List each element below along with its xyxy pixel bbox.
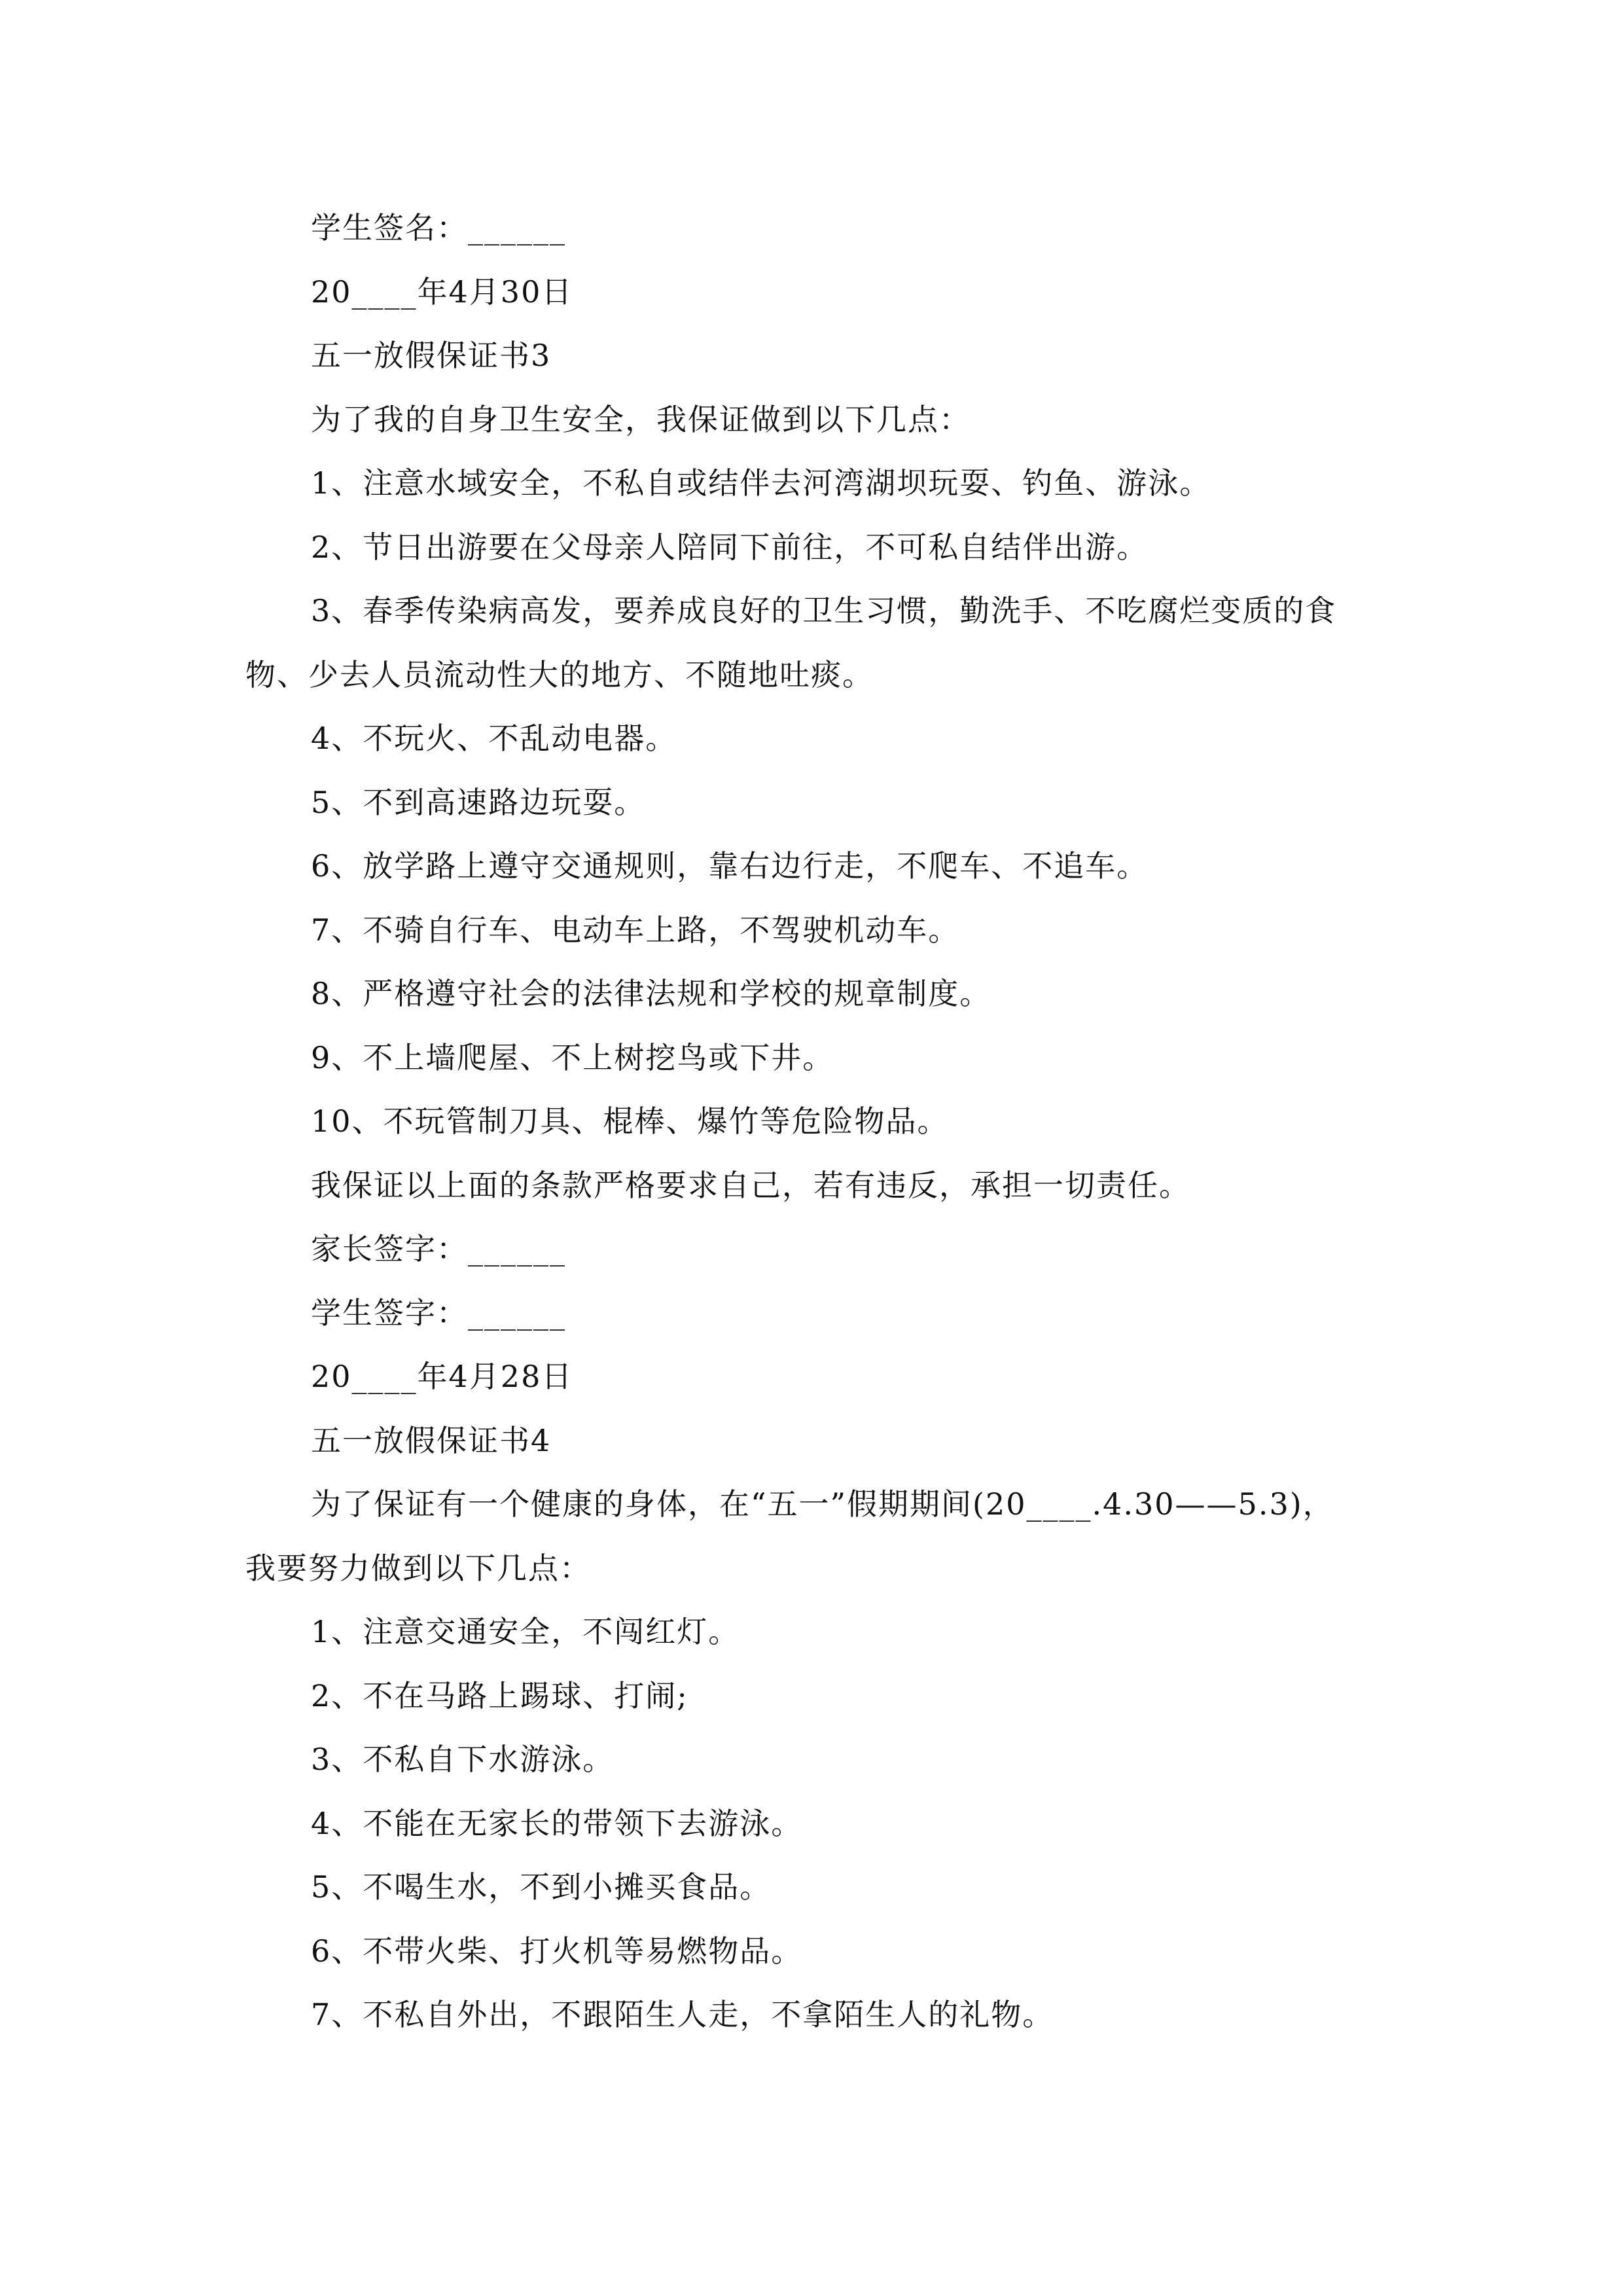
parent-signature-line: 家长签字：______: [311, 1231, 566, 1266]
list-item: 9、不上墙爬屋、不上树挖鸟或下井。: [311, 1039, 834, 1075]
list-item: 2、节日出游要在父母亲人陪同下前往，不可私自结伴出游。: [311, 529, 1149, 565]
pledge-statement: 我保证以上面的条款严格要求自己，若有违反，承担一切责任。: [311, 1167, 1190, 1203]
list-item: 7、不骑自行车、电动车上路，不驾驶机动车。: [311, 912, 960, 948]
date-line: 20____年4月28日: [311, 1359, 573, 1394]
list-item: 6、不带火柴、打火机等易燃物品。: [311, 1933, 803, 1969]
list-item: 7、不私自外出，不跟陌生人走，不拿陌生人的礼物。: [311, 1997, 1054, 2032]
document-body: [245, 196, 1397, 2047]
list-item: 5、不喝生水，不到小摊买食品。: [311, 1869, 772, 1905]
list-item: 4、不玩火、不乱动电器。: [311, 721, 677, 756]
list-item: 1、注意交通安全，不闯红灯。: [311, 1614, 740, 1649]
section-title: 五一放假保证书3: [311, 338, 552, 373]
intro-paragraph: 为了保证有一个健康的身体，在“五一”假期期间(20____.4.30——5.3)，: [311, 1486, 1334, 1522]
intro-paragraph: 为了我的自身卫生安全，我保证做到以下几点：: [311, 401, 971, 437]
list-item: 1、注意水域安全，不私自或结伴去河湾湖坝玩耍、钓鱼、游泳。: [311, 465, 1211, 501]
list-item: 3、春季传染病高发，要养成良好的卫生习惯，勤洗手、不吃腐烂变质的食: [311, 593, 1337, 628]
list-item: 4、不能在无家长的带领下去游泳。: [311, 1805, 803, 1841]
list-item: 8、严格遵守社会的法律法规和学校的规章制度。: [311, 976, 991, 1011]
intro-paragraph-continuation: 我要努力做到以下几点：: [245, 1550, 591, 1586]
list-item-continuation: 物、少去人员流动性大的地方、不随地吐痰。: [245, 656, 874, 692]
student-signature-line: 学生签名：______: [311, 210, 566, 245]
section-title: 五一放假保证书4: [311, 1422, 552, 1458]
list-item: 3、不私自下水游泳。: [311, 1742, 615, 1777]
list-item: 6、放学路上遵守交通规则，靠右边行走，不爬车、不追车。: [311, 848, 1149, 884]
student-signature-line: 学生签字：______: [311, 1295, 566, 1331]
date-line: 20____年4月30日: [311, 274, 573, 310]
list-item: 2、不在马路上踢球、打闹;: [311, 1677, 688, 1713]
list-item: 10、不玩管制刀具、棍棒、爆竹等危险物品。: [311, 1103, 949, 1139]
list-item: 5、不到高速路边玩耍。: [311, 784, 646, 820]
